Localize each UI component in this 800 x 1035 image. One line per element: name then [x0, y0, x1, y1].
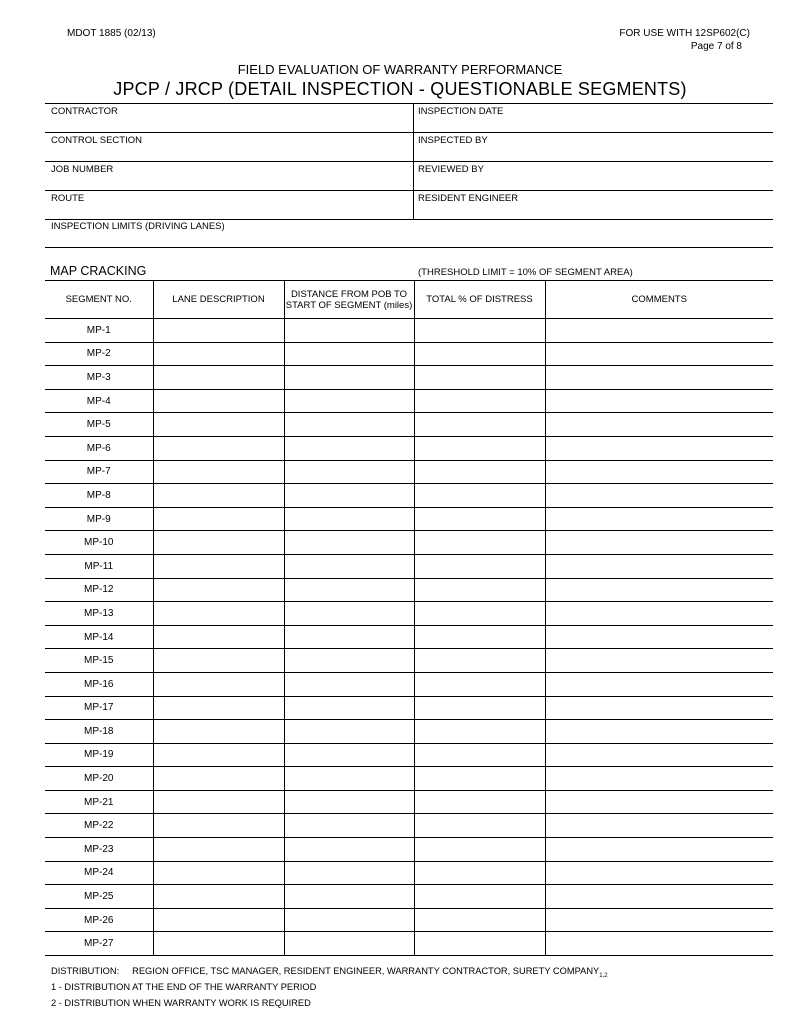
segment-cell: MP-22: [45, 814, 153, 838]
form-id: MDOT 1885 (02/13): [67, 28, 156, 39]
table-row: [45, 720, 773, 744]
comments-cell[interactable]: [545, 790, 773, 814]
lane-cell[interactable]: [153, 484, 284, 508]
form-subtitle: JPCP / JRCP (DETAIL INSPECTION - QUESTIONABLE SEGMENTS): [113, 79, 687, 99]
use-with-note: FOR USE WITH 12SP602(C): [619, 28, 750, 39]
form-title: FIELD EVALUATION OF WARRANTY PERFORMANCE: [237, 62, 563, 77]
lane-cell[interactable]: [153, 436, 284, 460]
segment-cell: MP-13: [45, 602, 153, 626]
total-cell[interactable]: [414, 484, 545, 508]
distance-cell[interactable]: [284, 602, 414, 626]
table-row: [45, 743, 773, 767]
distribution-text: REGION OFFICE, TSC MANAGER, RESIDENT ENGINEER, WARRANTY CONTRACTOR, SURETY COMPANY: [132, 966, 600, 976]
table-row: [45, 885, 773, 909]
segment-cell: MP-11: [45, 554, 153, 578]
distance-cell[interactable]: [284, 790, 414, 814]
column-header-segment: SEGMENT NO.: [45, 281, 153, 319]
reviewed-by-field[interactable]: REVIEWED BY: [418, 164, 484, 175]
total-cell[interactable]: [414, 908, 545, 932]
distance-cell[interactable]: [284, 342, 414, 366]
total-cell[interactable]: [414, 672, 545, 696]
table-row: [45, 672, 773, 696]
job-number-field[interactable]: JOB NUMBER: [51, 164, 114, 175]
distance-cell[interactable]: [284, 814, 414, 838]
resident-engineer-field[interactable]: RESIDENT ENGINEER: [418, 193, 519, 204]
distance-cell[interactable]: [284, 932, 414, 956]
distribution-line: [51, 966, 608, 979]
distribution-note-1: 1 - DISTRIBUTION AT THE END OF THE WARRANTY PERIOD: [51, 982, 317, 992]
segment-cell: MP-10: [45, 531, 153, 555]
comments-cell[interactable]: [545, 814, 773, 838]
distance-cell[interactable]: [284, 460, 414, 484]
total-cell[interactable]: [414, 932, 545, 956]
segment-cell: MP-7: [45, 460, 153, 484]
segment-cell: MP-24: [45, 861, 153, 885]
total-cell[interactable]: [414, 389, 545, 413]
lane-cell[interactable]: [153, 366, 284, 390]
table-row: [45, 649, 773, 673]
comments-cell[interactable]: [545, 507, 773, 531]
segment-cell: MP-1: [45, 319, 153, 343]
total-cell[interactable]: [414, 554, 545, 578]
total-cell[interactable]: [414, 602, 545, 626]
column-header-total: TOTAL % OF DISTRESS: [414, 281, 545, 319]
control-section-field[interactable]: CONTROL SECTION: [51, 135, 142, 146]
total-cell[interactable]: [414, 814, 545, 838]
segment-cell: MP-14: [45, 625, 153, 649]
distance-cell[interactable]: [284, 554, 414, 578]
comments-cell[interactable]: [545, 413, 773, 437]
column-header-distance-line1: DISTANCE FROM POB TO: [290, 288, 408, 300]
total-cell[interactable]: [414, 625, 545, 649]
table-row: [45, 484, 773, 508]
lane-cell[interactable]: [153, 720, 284, 744]
table-row: [45, 366, 773, 390]
total-cell[interactable]: [414, 649, 545, 673]
column-header-distance: [284, 281, 414, 319]
lane-cell[interactable]: [153, 602, 284, 626]
total-cell[interactable]: [414, 720, 545, 744]
total-cell[interactable]: [414, 838, 545, 862]
lane-cell[interactable]: [153, 319, 284, 343]
threshold-note: (THRESHOLD LIMIT = 10% OF SEGMENT AREA): [418, 267, 633, 278]
table-row: [45, 531, 773, 555]
comments-cell[interactable]: [545, 342, 773, 366]
lane-cell[interactable]: [153, 507, 284, 531]
contractor-field[interactable]: CONTRACTOR: [51, 106, 118, 117]
comments-cell[interactable]: [545, 554, 773, 578]
table-row: [45, 342, 773, 366]
lane-cell[interactable]: [153, 814, 284, 838]
total-cell[interactable]: [414, 861, 545, 885]
segment-cell: MP-6: [45, 436, 153, 460]
lane-cell[interactable]: [153, 908, 284, 932]
comments-cell[interactable]: [545, 602, 773, 626]
total-cell[interactable]: [414, 342, 545, 366]
distance-cell[interactable]: [284, 413, 414, 437]
distance-cell[interactable]: [284, 861, 414, 885]
column-header-distance-line2: START OF SEGMENT (miles): [285, 299, 413, 311]
segment-cell: MP-2: [45, 342, 153, 366]
distance-cell[interactable]: [284, 649, 414, 673]
lane-cell[interactable]: [153, 578, 284, 602]
divider: [413, 103, 414, 219]
distance-cell[interactable]: [284, 672, 414, 696]
divider: [45, 190, 773, 191]
total-cell[interactable]: [414, 743, 545, 767]
comments-cell[interactable]: [545, 720, 773, 744]
table-row: [45, 460, 773, 484]
lane-cell[interactable]: [153, 932, 284, 956]
segment-cell: MP-27: [45, 932, 153, 956]
table-row: [45, 861, 773, 885]
lane-cell[interactable]: [153, 389, 284, 413]
segment-cell: MP-8: [45, 484, 153, 508]
lane-cell[interactable]: [153, 885, 284, 909]
divider: [45, 103, 773, 104]
total-cell[interactable]: [414, 507, 545, 531]
comments-cell[interactable]: [545, 672, 773, 696]
total-cell[interactable]: [414, 366, 545, 390]
segment-cell: MP-3: [45, 366, 153, 390]
comments-cell[interactable]: [545, 649, 773, 673]
table-row: [45, 838, 773, 862]
segment-cell: MP-5: [45, 413, 153, 437]
distance-cell[interactable]: [284, 319, 414, 343]
comments-cell[interactable]: [545, 908, 773, 932]
distance-cell[interactable]: [284, 531, 414, 555]
column-header-lane: LANE DESCRIPTION: [153, 281, 284, 319]
comments-cell[interactable]: [545, 838, 773, 862]
lane-cell[interactable]: [153, 790, 284, 814]
distance-cell[interactable]: [284, 743, 414, 767]
segment-cell: MP-15: [45, 649, 153, 673]
total-cell[interactable]: [414, 460, 545, 484]
segment-cell: MP-9: [45, 507, 153, 531]
comments-cell[interactable]: [545, 366, 773, 390]
comments-cell[interactable]: [545, 460, 773, 484]
comments-cell[interactable]: [545, 484, 773, 508]
table-row: [45, 814, 773, 838]
lane-cell[interactable]: [153, 767, 284, 791]
map-cracking-table: [45, 280, 773, 956]
comments-cell[interactable]: [545, 885, 773, 909]
total-cell[interactable]: [414, 696, 545, 720]
distance-cell[interactable]: [284, 720, 414, 744]
inspected-by-field[interactable]: INSPECTED BY: [418, 135, 488, 146]
comments-cell[interactable]: [545, 389, 773, 413]
divider: [45, 247, 773, 248]
total-cell[interactable]: [414, 319, 545, 343]
lane-cell[interactable]: [153, 696, 284, 720]
lane-cell[interactable]: [153, 460, 284, 484]
segment-cell: MP-23: [45, 838, 153, 862]
divider: [45, 132, 773, 133]
segment-cell: MP-12: [45, 578, 153, 602]
lane-cell[interactable]: [153, 649, 284, 673]
segment-cell: MP-17: [45, 696, 153, 720]
total-cell[interactable]: [414, 531, 545, 555]
distance-cell[interactable]: [284, 885, 414, 909]
comments-cell[interactable]: [545, 767, 773, 791]
total-cell[interactable]: [414, 413, 545, 437]
table-row: [45, 908, 773, 932]
comments-cell[interactable]: [545, 531, 773, 555]
distance-cell[interactable]: [284, 908, 414, 932]
distance-cell[interactable]: [284, 389, 414, 413]
distribution-sub: 1,2: [599, 972, 608, 979]
table-row: [45, 436, 773, 460]
distribution-label: DISTRIBUTION:: [51, 966, 120, 976]
comments-cell[interactable]: [545, 743, 773, 767]
lane-cell[interactable]: [153, 413, 284, 437]
total-cell[interactable]: [414, 578, 545, 602]
comments-cell[interactable]: [545, 932, 773, 956]
segment-cell: MP-4: [45, 389, 153, 413]
distance-cell[interactable]: [284, 696, 414, 720]
table-body: [45, 319, 773, 956]
comments-cell[interactable]: [545, 578, 773, 602]
segment-cell: MP-16: [45, 672, 153, 696]
comments-cell[interactable]: [545, 625, 773, 649]
segment-cell: MP-20: [45, 767, 153, 791]
distribution-note-2: 2 - DISTRIBUTION WHEN WARRANTY WORK IS REQUIRED: [51, 998, 311, 1008]
lane-cell[interactable]: [153, 743, 284, 767]
section-title: MAP CRACKING: [50, 264, 147, 278]
table-row: [45, 507, 773, 531]
distance-cell[interactable]: [284, 578, 414, 602]
segment-cell: MP-25: [45, 885, 153, 909]
table-row: [45, 696, 773, 720]
inspection-limits-field[interactable]: INSPECTION LIMITS (DRIVING LANES): [51, 221, 225, 232]
segment-cell: MP-19: [45, 743, 153, 767]
table-row: [45, 319, 773, 343]
lane-cell[interactable]: [153, 838, 284, 862]
column-header-comments: COMMENTS: [545, 281, 773, 319]
distance-cell[interactable]: [284, 625, 414, 649]
table-row: [45, 578, 773, 602]
lane-cell[interactable]: [153, 672, 284, 696]
segment-cell: MP-21: [45, 790, 153, 814]
total-cell[interactable]: [414, 790, 545, 814]
lane-cell[interactable]: [153, 861, 284, 885]
segment-cell: MP-26: [45, 908, 153, 932]
table-row: [45, 932, 773, 956]
comments-cell[interactable]: [545, 696, 773, 720]
comments-cell[interactable]: [545, 861, 773, 885]
lane-cell[interactable]: [153, 554, 284, 578]
page-number: Page 7 of 8: [690, 41, 742, 52]
distance-cell[interactable]: [284, 838, 414, 862]
total-cell[interactable]: [414, 436, 545, 460]
table-row: [45, 767, 773, 791]
lane-cell[interactable]: [153, 531, 284, 555]
comments-cell[interactable]: [545, 436, 773, 460]
distance-cell[interactable]: [284, 767, 414, 791]
total-cell[interactable]: [414, 767, 545, 791]
table-row: [45, 413, 773, 437]
lane-cell[interactable]: [153, 625, 284, 649]
total-cell[interactable]: [414, 885, 545, 909]
divider: [45, 161, 773, 162]
distance-cell[interactable]: [284, 484, 414, 508]
table-row: [45, 389, 773, 413]
table-row: [45, 602, 773, 626]
distance-cell[interactable]: [284, 366, 414, 390]
divider: [45, 219, 773, 220]
lane-cell[interactable]: [153, 342, 284, 366]
table-row: [45, 625, 773, 649]
table-row: [45, 790, 773, 814]
route-field[interactable]: ROUTE: [51, 193, 85, 204]
distance-cell[interactable]: [284, 507, 414, 531]
segment-cell: MP-18: [45, 720, 153, 744]
comments-cell[interactable]: [545, 319, 773, 343]
inspection-date-field[interactable]: INSPECTION DATE: [418, 106, 504, 117]
table-row: [45, 554, 773, 578]
distance-cell[interactable]: [284, 436, 414, 460]
